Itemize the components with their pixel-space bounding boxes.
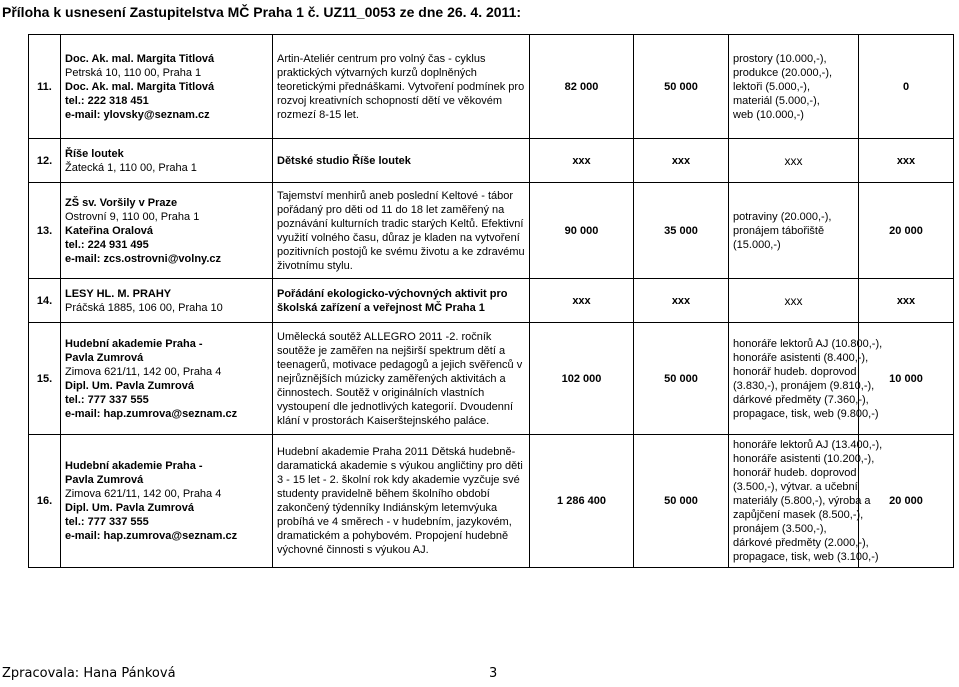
row-number: 15. <box>29 323 61 435</box>
applicant-line: tel.: 224 931 495 <box>65 238 149 251</box>
applicant-line: tel.: 777 337 555 <box>65 393 149 406</box>
cost-item: propagace, tisk, web (9.800,-) <box>733 407 879 420</box>
project-description <box>273 35 530 139</box>
applicant-cell <box>61 435 273 568</box>
project-text: Artin-Ateliér centrum pro volný čas - cyklus praktických výtvarných kurzů doplněných teoretickými přednáškami. Vytvoření podmínek pro rozvoj kreativních schopností dětí ve věkovém rozmezí 8-15 let. <box>277 52 525 121</box>
applicant-line: Žatecká 1, 110 00, Praha 1 <box>65 161 197 174</box>
cost-item: propagace, tisk, web (3.100,-) <box>733 551 879 563</box>
row-number: 13. <box>29 183 61 279</box>
proposed-amount: xxx <box>859 279 954 323</box>
applicant-line: e-mail: hap.zumrova@seznam.cz <box>65 530 238 542</box>
cost-item: honorář hudeb. doprovod <box>733 365 857 378</box>
cost-item: dárkové předměty (2.000,-), <box>733 537 869 549</box>
requested-amount: 35 000 <box>634 183 729 279</box>
total-cost: 82 000 <box>530 35 634 139</box>
project-text: Hudební akademie Praha 2011 Dětská hudebně-daramatická akademie s výukou angličtiny pro děti 3 - 15 let - 2. školní rok kdy akademie vyzčuje své studenty pravidelně během školního období zakončený týdenníky Indiánským letemvýuka probíhá ve 4 směrech - v hudebním, jazykovém, dramatickém a pohybovém. Propojení hudebně výchovné činnosti s výukou AJ. <box>277 446 523 556</box>
cost-item: honorář hudeb. doprovod <box>733 467 857 479</box>
cost-item: web (10.000,-) <box>733 108 804 121</box>
proposed-amount: 20 000 <box>859 183 954 279</box>
applicant-cell <box>61 323 273 435</box>
cost-item: honoráře asistenti (8.400,-), <box>733 351 869 364</box>
applicant-cell <box>61 139 273 183</box>
applicant-line: Práčská 1885, 106 00, Praha 10 <box>65 301 223 314</box>
cost-item: materiály (5.800,-), výroba a <box>733 495 871 507</box>
table-row <box>29 435 954 568</box>
total-cost: xxx <box>530 139 634 183</box>
applicant-line: e-mail: ylovsky@seznam.cz <box>65 108 210 121</box>
project-description <box>273 183 530 279</box>
proposed-amount: 0 <box>859 35 954 139</box>
proposed-amount: 20 000 <box>859 435 954 568</box>
table-row <box>29 323 954 435</box>
cost-item: (3.830,-), pronájem (9.810,-), <box>733 379 875 392</box>
cost-item: materiál (5.000,-), <box>733 94 820 107</box>
cost-item: honoráře lektorů AJ (13.400,-), <box>733 439 883 451</box>
requested-amount: xxx <box>634 139 729 183</box>
requested-amount: xxx <box>634 279 729 323</box>
requested-amount: 50 000 <box>634 435 729 568</box>
applicant-line: ZŠ sv. Voršily v Praze <box>65 196 178 209</box>
total-cost: xxx <box>530 279 634 323</box>
cost-item: prostory (10.000,-), <box>733 52 827 65</box>
proposed-amount: 10 000 <box>859 323 954 435</box>
proposed-amount: xxx <box>859 139 954 183</box>
cost-breakdown: xxx <box>729 279 859 323</box>
project-text: Tajemství menhirů aneb poslední Keltové - tábor pořádaný pro děti od 11 do 18 let zaměřený na poznávání kulturních tradic starých Keltů. Efektivní využití volného času, důraz je kladen na vytvoření pozitivních postojů ke svému životu a ke zdravému životnímu stylu. <box>277 189 525 272</box>
prepared-by: Zpracovala: Hana Pánková <box>2 666 176 681</box>
project-description <box>273 279 530 323</box>
applicant-line: tel.: 777 337 555 <box>65 516 149 528</box>
project-description <box>273 323 530 435</box>
applicant-line: Zimova 621/11, 142 00, Praha 4 <box>65 365 222 378</box>
requested-amount: 50 000 <box>634 323 729 435</box>
applicant-line: Petrská 10, 110 00, Praha 1 <box>65 66 202 79</box>
applicant-line: Dipl. Um. Pavla Zumrová <box>65 379 194 392</box>
row-number: 16. <box>29 435 61 568</box>
applicant-line: tel.: 222 318 451 <box>65 94 149 107</box>
applicant-line: Zimova 621/11, 142 00, Praha 4 <box>65 488 222 500</box>
grant-table <box>28 34 954 568</box>
applicant-cell <box>61 279 273 323</box>
cost-item: produkce (20.000,-), <box>733 66 833 79</box>
cost-breakdown <box>729 323 883 435</box>
total-cost: 102 000 <box>530 323 634 435</box>
table-row <box>29 35 954 139</box>
applicant-line: Doc. Ak. mal. Margita Titlová <box>65 52 215 65</box>
applicant-cell <box>61 35 273 139</box>
cost-breakdown <box>729 435 883 568</box>
project-text: Umělecká soutěž ALLEGRO 2011 -2. ročník soutěže je zaměřen na nejširší spektrum dětí a teenagerů, motivace pedagogů a jejich svěřenců v nejrůznějších múzicky zaměřených aktivitách a činnostech. Soutěž v originálních vlastních vystoupení dle jednotlivých kategorií. Dvoudenní klání v prostorách Kaiserštejnského paláce. <box>277 330 523 427</box>
row-number: 14. <box>29 279 61 323</box>
page-number: 3 <box>489 666 498 681</box>
applicant-line: Doc. Ak. mal. Margita Titlová <box>65 80 215 93</box>
cost-item: lektoři (5.000,-), <box>733 80 811 93</box>
applicant-line: Říše loutek <box>65 147 124 160</box>
cost-item: pronájem (3.500,-), <box>733 523 827 535</box>
applicant-line: Ostrovní 9, 110 00, Praha 1 <box>65 210 200 223</box>
applicant-line: Kateřina Oralová <box>65 224 154 237</box>
applicant-line: Hudební akademie Praha - <box>65 337 203 350</box>
applicant-line: Dipl. Um. Pavla Zumrová <box>65 502 194 514</box>
applicant-line: LESY HL. M. PRAHY <box>65 287 172 300</box>
row-number: 12. <box>29 139 61 183</box>
requested-amount: 50 000 <box>634 35 729 139</box>
applicant-cell <box>61 183 273 279</box>
project-description <box>273 435 530 568</box>
table-row <box>29 279 954 323</box>
project-text: Pořádání ekologicko-výchovných aktivit pro školská zařízení a veřejnost MČ Praha 1 <box>277 287 508 314</box>
page-title: Příloha k usnesení Zastupitelstva MČ Praha 1 č. UZ11_0053 ze dne 26. 4. 2011: <box>2 4 522 20</box>
table-row <box>29 183 954 279</box>
total-cost: 1 286 400 <box>530 435 634 568</box>
cost-breakdown <box>729 183 859 279</box>
applicant-line: e-mail: zcs.ostrovni@volny.cz <box>65 252 222 265</box>
cost-item: honoráře asistenti (10.200,-), <box>733 453 875 465</box>
applicant-line: Pavla Zumrová <box>65 351 144 364</box>
applicant-line: Pavla Zumrová <box>65 474 144 486</box>
project-text: Dětské studio Říše loutek <box>277 154 411 167</box>
table-row <box>29 139 954 183</box>
cost-breakdown <box>729 35 859 139</box>
applicant-line: e-mail: hap.zumrova@seznam.cz <box>65 407 238 420</box>
cost-item: (15.000,-) <box>733 238 781 251</box>
cost-item: honoráře lektorů AJ (10.800,-), <box>733 337 883 350</box>
cost-item: dárkové předměty (7.360,-), <box>733 393 869 406</box>
applicant-line: Hudební akademie Praha - <box>65 460 203 472</box>
cost-item: (3.500,-), výtvar. a učební <box>733 481 858 493</box>
row-number: 11. <box>29 35 61 139</box>
cost-item: pronájem tábořiště <box>733 224 825 237</box>
total-cost: 90 000 <box>530 183 634 279</box>
project-description <box>273 139 530 183</box>
cost-breakdown: xxx <box>729 139 859 183</box>
cost-item: zapůjčení masek (8.500,-), <box>733 509 864 521</box>
cost-item: potraviny (20.000,-), <box>733 210 832 223</box>
